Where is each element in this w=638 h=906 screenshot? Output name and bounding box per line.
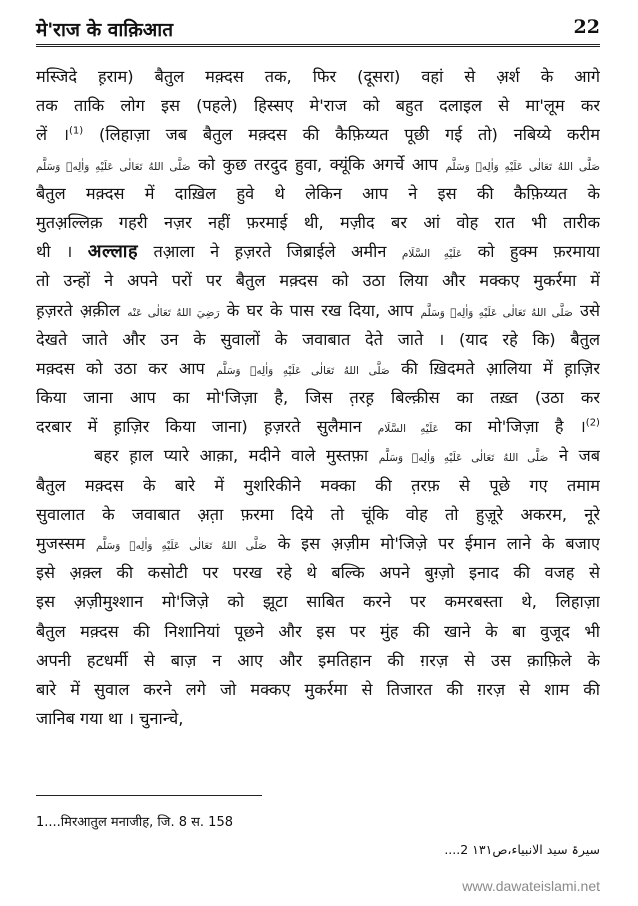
salutation-glyph: صَلَّى اللهُ تَعَالٰى عَلَيْهِ وَاٰلِهٖ وَسَلَّم (420, 306, 573, 319)
text-line: तो उन्हों ने अपने परों पर बैतुल मक़्दस को उठा लिया और मक्कए मुकर्रमा में (36, 271, 600, 291)
page-number: 22 (573, 16, 600, 38)
main-text (36, 62, 600, 733)
text-line: थी । अल्लाह तआ़ला ने ह़ज़रते जिब्राईले अमीन عَلَيْهِ السَّلَام को हुक्म फ़रमाया (36, 241, 600, 263)
footnote-ref: (1) (69, 125, 84, 137)
salutation-glyph: صَلَّى اللهُ تَعَالٰى عَلَيْهِ وَاٰلِهٖ وَسَلَّم (95, 540, 267, 552)
footnote-2-text: ....سیرۃ سید الانبیاء،ص۱۳۱ (444, 842, 600, 857)
text-line: जानिब गया था । चुनान्चे, (36, 709, 184, 729)
salutation-glyph: عَلَيْهِ السَّلَام (377, 423, 439, 436)
text-line: अपनी हटधर्मी से बाज़ न आए और इमतिहान की ग़रज़ से उस क़ाफ़िले के (36, 650, 600, 670)
salutation-glyph: صَلَّى اللهُ تَعَالٰى عَلَيْهِ وَاٰلِهٖ وَسَلَّم (36, 160, 191, 173)
footnote-1: 1....मिरआतुल मनाजीह, जि. 8 स. 158 (36, 815, 233, 830)
text-line: इस अ़ज़ीमुश्शान मो'जिज़े को झूटा साबित करने पर कमरबस्ता थे, लिहाज़ा (36, 592, 600, 612)
salutation-glyph: صَلَّى اللهُ تَعَالٰى عَلَيْهِ وَاٰلِهٖ وَسَلَّم (445, 160, 600, 173)
text-line: बैतुल मक़्दस में दाख़िल हुवे थे लेकिन आप ने इस की कैफ़िय्यत के (36, 183, 600, 203)
text-line: बारे में सुवाल करने लगे जो मक्कए मुकर्रमा से तिजारत की ग़रज़ से शाम की (36, 679, 600, 699)
text-line: किया जाना आप का मो'जिज़ा है, जिस त़रह़ बिल्क़ीस का तख़्त (उठा कर (36, 388, 600, 408)
text-line: इसे अ़क़्ल की कसोटी पर परख रहे थे बल्कि अपने बुग़्ज़ो इनाद की वजह से (36, 563, 600, 583)
text-line: ह़ज़रते अ़क़ील رَضِيَ اللهُ تَعَالٰى عَنْه के घर के पास रख दिया, आप صَلَّى اللهُ تَعَالٰى عَلَيْهِ وَاٰلِهٖ وَسَلَّم उसे (36, 300, 600, 320)
footnote-ref: (2) (585, 417, 600, 429)
footnote-2 (444, 842, 600, 857)
allah-calligraphy: अल्लाह (87, 241, 138, 263)
text-line: तक ताकि लोग इस (पहले) हिस्सए मे'राज को बहुत दलाइल से मा'लूम कर (36, 96, 600, 116)
website-watermark: www.dawateislami.net (462, 878, 600, 894)
text-line: लें ।$^{(1)}$ (लिहाज़ा जब बैतुल मक़्दस की कैफ़िय्यत पूछी गई तो) नबिय्ये करीम (36, 125, 600, 145)
text-line: दरबार में ह़ाज़िर किया जाना) ह़ज़रते सुलैमान عَلَيْهِ السَّلَام का मो'जिज़ा है ।$^{(2)}$ (36, 417, 600, 437)
text-line: मस्जिदे ह़राम) बैतुल मक़्दस तक, फिर (दूसरा) वहां से अ़र्श के आगे (36, 67, 600, 86)
footnote-2-number: 2 (460, 842, 469, 857)
text-line: देखते जाते और उन के सुवालों के जवाबात देते जाते । (याद रहे कि) बैतुल (36, 329, 600, 349)
text-line: बैतुल मक़्दस के बारे में मुशरिकीने मक्का की त़रफ़ से पूछे गए तमाम (36, 475, 600, 495)
page-header (36, 18, 600, 47)
text-line: बैतुल मक़्दस की निशानियां पूछने और इस पर मुंह की खाने के बा वुजूद भी (36, 621, 600, 641)
salutation-glyph: رَضِيَ اللهُ تَعَالٰى عَنْه (127, 306, 220, 319)
text-line: सुवालात के जवाबात अ़त़ा फ़रमा दिये तो चूंकि वोह तो हुज़ूरे अकरम, नूरे (36, 504, 600, 524)
footnote-divider (36, 795, 262, 796)
text-line: मक़्दस को उठा कर आप صَلَّى اللهُ تَعَالٰى عَلَيْهِ وَاٰلِهٖ وَسَلَّم की ख़िदमते आ़लिया में ह़ाज़िर (36, 358, 600, 378)
chapter-title: मे'राज के वाक़िआत (36, 19, 174, 41)
salutation-glyph: صَلَّى اللهُ تَعَالٰى عَلَيْهِ وَاٰلِهٖ وَسَلَّم (378, 452, 549, 465)
text-line: صَلَّى اللهُ تَعَالٰى عَلَيْهِ وَاٰلِهٖ وَسَلَّم को कुछ तरदुद हुवा, क्यूंकि अगर्चे आप صَلَّى اللهُ تَعَالٰى عَلَيْهِ وَاٰلِهٖ وَسَلَّم (36, 154, 600, 174)
text-line: मुजस्सम صَلَّى اللهُ تَعَالٰى عَلَيْهِ وَاٰلِهٖ وَسَلَّم के इस अ़ज़ीम मो'जिज़े पर ईमान लाने के बजाए (36, 534, 600, 553)
salutation-glyph: صَلَّى اللهُ تَعَالٰى عَلَيْهِ وَاٰلِهٖ وَسَلَّم (216, 364, 390, 377)
salutation-glyph: عَلَيْهِ السَّلَام (401, 248, 463, 261)
text-line: मुतअ़ल्लिक़ गहरी नज़र नहीं फ़रमाई थी, मज़ीद बर आं वोह रात भी तारीक (36, 212, 600, 232)
text-line: बहर ह़ाल प्यारे आक़ा, मदीने वाले मुस्तफ़ा صَلَّى اللهُ تَعَالٰى عَلَيْهِ وَاٰلِهٖ وَسَلَّم ने जब (94, 446, 600, 466)
